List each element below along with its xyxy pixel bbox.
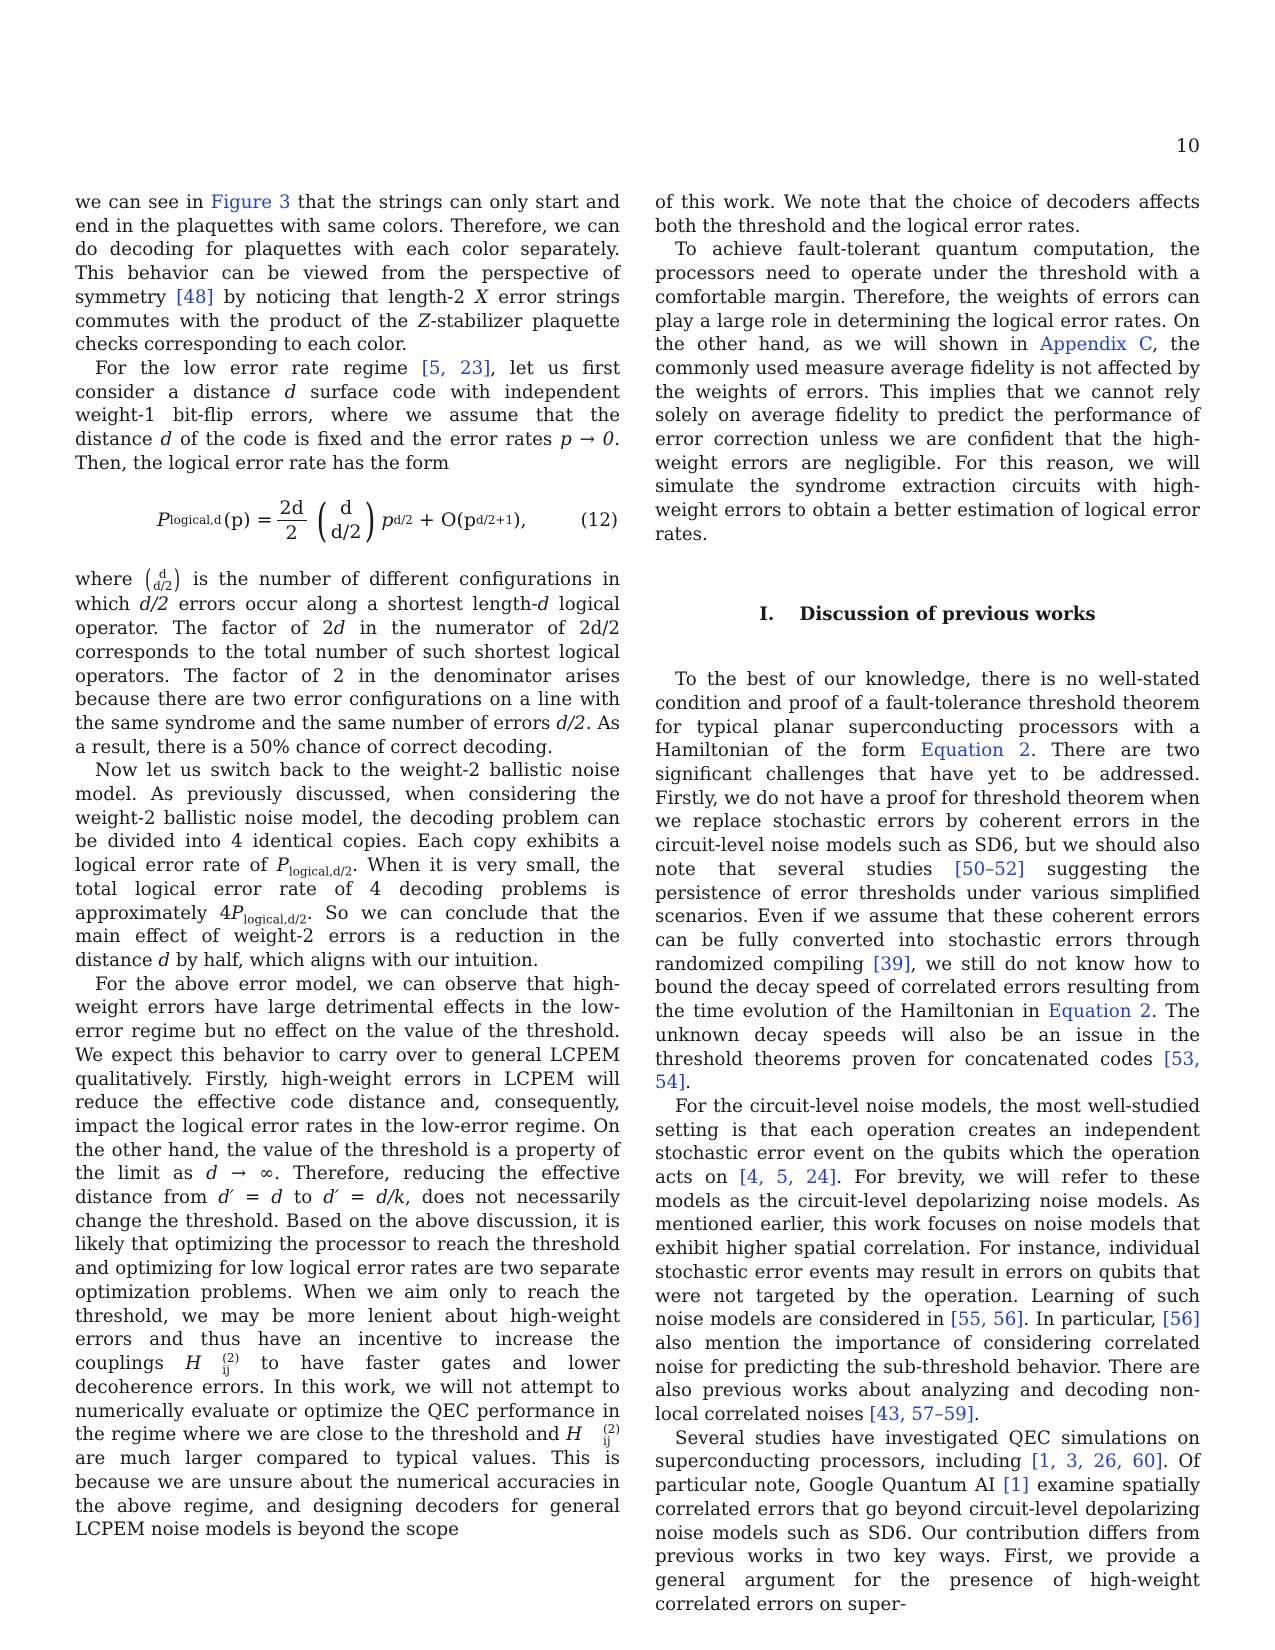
- left-column: [75, 191, 620, 1542]
- paragraph: To the best of our knowledge, there is no well-stated condition and proof of a fault-tolerance threshold theorem for typical planar superconducting processors with a Hamiltonian of the form Equation 2. There are two significant challenges that have yet to be addressed. Firstly, we do not have a proof for threshold theorem when we replace stochastic errors by coherent errors in the circuit-level noise models such as SD6, but we should also note that several studies [50–52] suggesting the persistence of error thresholds under various simplified scenarios. Even if we assume that these coherent errors can be fully converted into stochastic errors through randomized compiling [39], we still do not know how to bound the decay speed of correlated errors resulting from the time evolution of the Hamiltonian in Equation 2. The unknown decay speeds will also be an issue in the threshold theorems proven for concatenated codes [53, 54].: [655, 669, 1201, 1094]
- citation-link[interactable]: [5, 23]: [421, 357, 491, 379]
- right-column: [655, 191, 1200, 1616]
- page-number: 10: [1175, 135, 1200, 157]
- paragraph: For the low error rate regime [5, 23], let us first consider a distance d surface code with independent weight-1 bit-flip errors, where we assume that the distance d of the code is fixed and the error rates p → 0. Then, the logical error rate has the form: [75, 357, 621, 474]
- citation-link[interactable]: [4, 5, 24]: [739, 1167, 837, 1189]
- citation-link[interactable]: [39]: [873, 953, 911, 975]
- equation-number: (12): [580, 509, 618, 531]
- figure-link[interactable]: Figure 3: [210, 192, 291, 213]
- equation-link[interactable]: Equation 2: [1048, 1001, 1152, 1023]
- section-heading: I. Discussion of previous works: [759, 603, 1096, 625]
- equation-12: P logical,d (p) = $\frac{2d}{2}$ ( d d/2 ) p d/2 + O(p d/2+1 ), (12): [157, 493, 618, 548]
- citation-link[interactable]: [50–52]: [954, 858, 1025, 880]
- paragraph: For the circuit-level noise models, the most well-studied setting is that each operation creates an independent stochastic error event on the qubits which the operation acts on [4, 5, 24]. For brevity, we will refer to these models as the circuit-level depolarizing noise models. As mentioned earlier, this work focuses on noise models that exhibit higher spatial correlation. For instance, individual stochastic error events may result in errors on qubits that were not targeted by the operation. Learning of such noise models are considered in [55, 56]. In particular, [56] also mention the importance of considering correlated noise for predicting the sub-threshold behavior. There are also previous works about analyzing and decoding non-local correlated noises [43, 57–59].: [655, 1095, 1200, 1426]
- paragraph: Now let us switch back to the weight-2 ballistic noise model. As previously discussed, when considering the weight-2 ballistic noise model, the decoding problem can be divided into 4 identical copies. Each copy exhibits a logical error rate of $P_{logical,d/2}$. When it is very small, the total logical error rate of 4 decoding problems is approximately $4P_{logical,d/2}$. So we can conclude that the main effect of weight-2 errors is a reduction in the distance d by half, which aligns with our intuition.: [75, 760, 621, 971]
- citation-link[interactable]: [55, 56]: [950, 1309, 1024, 1331]
- citation-link[interactable]: [53, 54]: [655, 1048, 1200, 1094]
- appendix-link[interactable]: Appendix C: [1040, 334, 1153, 356]
- citation-link[interactable]: [56]: [1162, 1309, 1200, 1331]
- citation-link[interactable]: [43, 57–59]: [869, 1404, 974, 1426]
- citation-link[interactable]: [48]: [176, 286, 214, 308]
- paragraph: For the above error model, we can observe that high-weight errors have large detrimental effects in the low-error regime but no effect on the value of the threshold. We expect this behavior to carry over to general LCPEM qualitatively. Firstly, high-weight errors in LCPEM will reduce the effective code distance and, consequently, impact the logical error rates in the low-error regime. On the other hand, the value of the threshold is a property of the limit as d → ∞. Therefore, reducing the effective distance from d′ = d to d′ = d/k, does not necessarily change the threshold. Based on the above discussion, it is likely that optimizing the processor to reach the threshold and optimizing for low logical error rates are two separate optimization problems. When we aim only to reach the threshold, we may be more lenient about high-weight errors and thus have an incentive to increase the couplings H (2) ij to have faster gates and lower decoherence errors. In this work, we will not attempt to numerically evaluate or optimize the QEC performance in the regime where we are close to the threshold and H (2) ij are much larger compared to typical values. This is because we are unsure about the numerical accuracies in the above regime, and designing decoders for general LCPEM noise models is beyond the scope: [75, 973, 621, 1541]
- paragraph: Several studies have investigated QEC simulations on superconducting processors, including [1, 3, 26, 60]. Of particular note, Google Quantum AI [1] examine spatially correlated errors that go beyond circuit-level depolarizing noise models such as SD6. Our contribution differs from previous works in two key ways. First, we provide a general argument for the presence of high-weight correlated errors on super-: [655, 1427, 1200, 1615]
- citation-link[interactable]: [1]: [1003, 1475, 1029, 1497]
- citation-link[interactable]: [1, 3, 26, 60]: [1031, 1451, 1163, 1473]
- equation-link[interactable]: Equation 2: [920, 740, 1031, 762]
- paragraph: of this work. We note that the choice of decoders affects both the threshold and the logical error rates.: [655, 192, 1200, 237]
- paragraph: where ( d d/2 ) is the number of different configurations in which d/2 errors occur along a shortest length-d logical operator. The factor of 2d in the numerator of 2d/2 corresponds to the total number of such shortest logical operators. The factor of 2 in the denominator arises because there are two error configurations on a line with the same syndrome and the same number of errors d/2. As a result, there is a 50% chance of correct decoding.: [75, 565, 620, 758]
- paragraph: we can see in Figure 3 that the strings can only start and end in the plaquettes with same colors. Therefore, we can do decoding for plaquettes with each color separately. This behavior can be viewed from the perspective of symmetry [48] by noticing that length-2 X error strings commutes with the product of the Z-stabilizer plaquette checks corresponding to each color.: [75, 192, 620, 356]
- paragraph: To achieve fault-tolerant quantum computation, the processors need to operate under the threshold with a comfortable margin. Therefore, the weights of errors can play a large role in determining the logical error rates. On the other hand, as we will shown in Appendix C, the commonly used measure average fidelity is not affected by the weights of errors. This implies that we cannot rely solely on average fidelity to predict the performance of error correction unless we are confident that the high-weight errors are negligible. For this reason, we will simulate the syndrome extraction circuits with high-weight errors to obtain a better estimation of logical error rates.: [655, 239, 1200, 545]
